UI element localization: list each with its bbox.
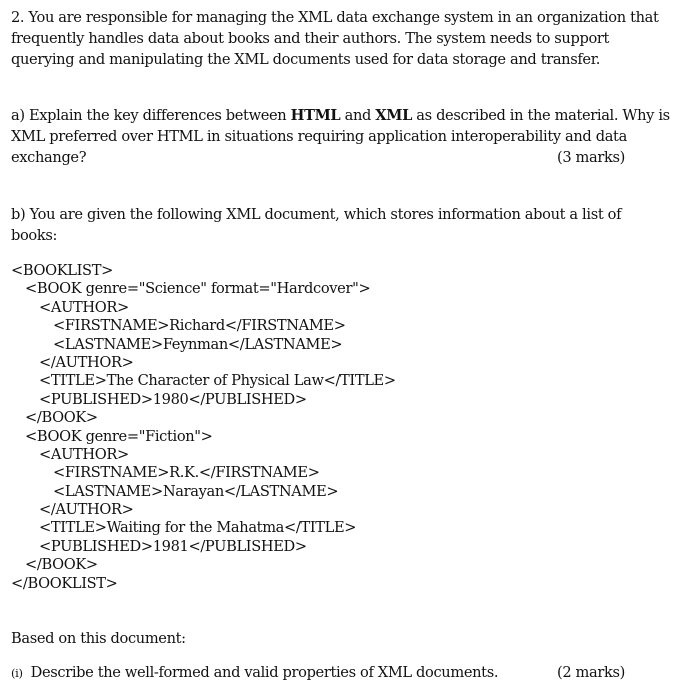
xml-line: </BOOK> [25,556,98,574]
question-intro [11,7,659,70]
xml-line: <FIRSTNAME>Richard</FIRSTNAME> [53,317,346,335]
question-line-3: querying and manipulating the XML documents used for data storage and transfer. [11,51,601,68]
part-b-line-1: b) You are given the following XML document, which stores information about a list of [11,206,622,223]
xml-line: <AUTHOR> [39,445,129,463]
part-a-line-2: XML preferred over HTML in situations requiring application interoperability and data [11,128,627,145]
xml-line: </AUTHOR> [39,353,134,371]
sub-question-i-marks: (2 marks) [556,664,625,681]
part-a [11,105,670,168]
part-a-line-1 [11,105,670,126]
xml-line: </AUTHOR> [39,501,134,519]
part-a-text: and [340,107,376,124]
xml-line: <PUBLISHED>1981</PUBLISHED> [39,537,307,555]
part-a-text: as described in the material. Why is [412,107,670,124]
part-b [11,204,631,246]
xml-line: <AUTHOR> [39,298,129,316]
xml-line: <TITLE>The Character of Physical Law</TITLE> [39,372,396,390]
xml-line: </BOOK> [25,409,98,427]
xml-document [11,262,396,593]
xml-line: <TITLE>Waiting for the Mahatma</TITLE> [39,519,357,537]
xml-line: </BOOKLIST> [11,574,118,592]
xml-line: <LASTNAME>Feynman</LASTNAME> [53,335,343,353]
part-a-line-3 [11,147,631,168]
xml-line: <LASTNAME>Narayan</LASTNAME> [53,482,339,500]
sub-question-i-line [11,662,631,683]
part-a-text: exchange? [11,149,87,166]
xml-line: <FIRSTNAME>R.K.</FIRSTNAME> [53,464,320,482]
question-line-2: frequently handles data about books and their authors. The system needs to support [11,30,610,47]
question-line-1: 2. You are responsible for managing the XML data exchange system in an organization that [11,9,659,26]
html-term: HTML [290,107,341,124]
xml-line: <BOOK genre="Fiction"> [25,427,213,445]
roman-numeral: (i) [11,666,23,680]
based-on [11,628,631,649]
sub-question-i [11,662,631,683]
xml-line: <BOOK genre="Science" format="Hardcover"> [25,280,371,298]
based-on-text: Based on this document: [11,630,186,647]
part-a-text: a) Explain the key differences between [11,107,291,124]
xml-term: XML [375,107,412,124]
sub-question-i-text: Describe the well-formed and valid properties of XML documents. [30,664,499,681]
xml-line: <PUBLISHED>1980</PUBLISHED> [39,390,307,408]
part-b-line-2: books: [11,227,58,244]
part-a-marks: (3 marks) [556,149,625,166]
xml-line: <BOOKLIST> [11,262,113,279]
